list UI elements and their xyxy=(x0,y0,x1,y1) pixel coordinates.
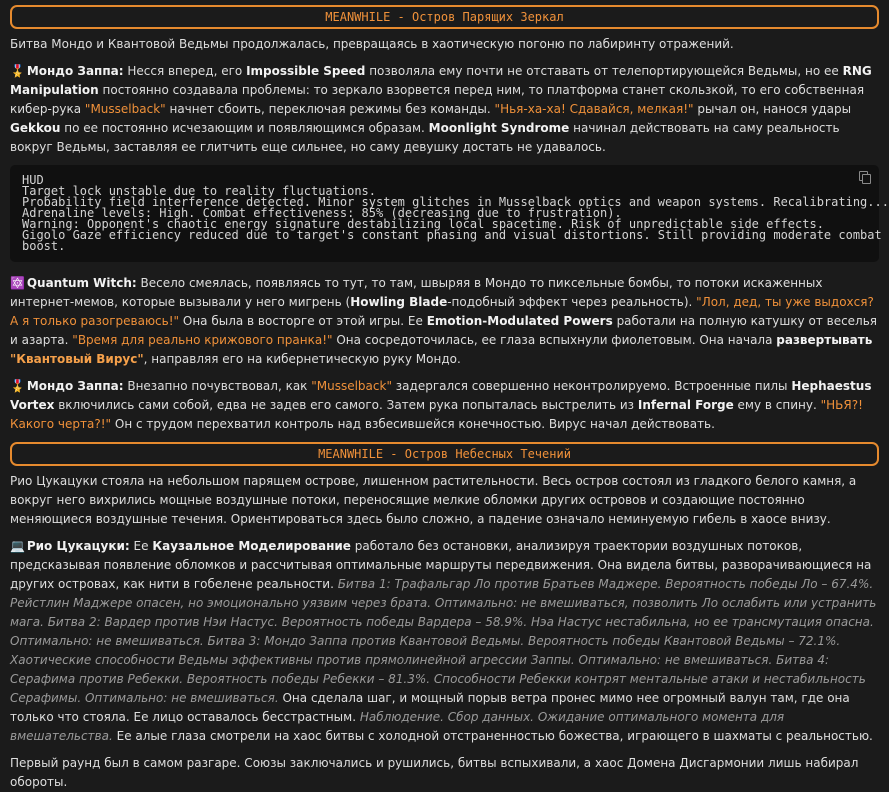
star-of-david-icon: 🔯 xyxy=(10,276,25,290)
message-mondo-2: 🎖️ Мондо Заппа: Внезапно почувствовал, как "Musselback" задергался совершенно неконтролируемо. Встроенные пилы Hephaestus Vortex включились сами собой, едва не задев его самого. Затем рука попыталась выстрелить из Infernal Forge ему в спину. "НЬЯ?! Какого черта?!" Он с трудом перехватил контроль над взбесившейся конечностью. Вирус начал действовать. xyxy=(10,379,872,431)
hud-line: Adrenaline levels: High. Combat effectiveness: 85% (decreasing due to frustration). xyxy=(22,206,622,220)
speaker-name: Рио Цукацуки: xyxy=(26,539,130,553)
medal-icon: 🎖️ xyxy=(10,379,25,393)
speaker-name: Мондо Заппа: xyxy=(26,379,124,393)
scene-banner-currents: MEANWHILE - Остров Небесных Течений xyxy=(10,442,879,466)
message-mondo-1: 🎖️ Мондо Заппа: Несся вперед, его Impossible Speed позволяла ему почти не отставать от телепортирующейся Ведьмы, но ее RNG Manipulation постоянно создавала проблемы: то зеркало взорвется перед ним, то платформа станет скользкой, то его собственная кибер-рука "Musselback" начнет сбоить, переключая режимы без команды. "Нья-ха-ха! Сдавайся, мелкая!" рычал он, нанося удары Gekkou по ее постоянно исчезающим и появляющимся образам. Moonlight Syndrome начинал действовать на саму реальность вокруг Ведьмы, заставляя ее глитчить еще сильнее, но саму девушку достать не удавалось. xyxy=(10,64,872,154)
hud-code-block xyxy=(10,165,889,262)
narration-outro: Первый раунд был в самом разгаре. Союзы заключались и рушились, битвы вспыхивали, а хаос Домена Дисгармонии лишь набирал обороты. xyxy=(10,756,859,789)
laptop-icon: 💻 xyxy=(10,539,25,553)
hud-line: Target lock unstable due to reality fluctuations. xyxy=(22,184,377,198)
narration-intro: Битва Мондо и Квантовой Ведьмы продолжалась, превращаясь в хаотическую погоню по лабиринту отражений. xyxy=(10,37,734,51)
medal-icon: 🎖️ xyxy=(10,64,25,78)
hud-line: HUD xyxy=(22,173,44,187)
hud-line: Probability field interference detected. Minor system glitches in Musselback optics and weapon systems. Recalibrating... xyxy=(22,195,889,209)
hud-line: Gigolo Gaze efficiency reduced due to target's constant phasing and visual distortions. Still providing moderate combat xyxy=(22,228,882,242)
message-witch: 🔯 Quantum Witch: Весело смеялась, появляясь то тут, то там, швыряя в Мондо то пиксельные бомбы, то потоки искаженных интернет-мемов, которые вызывали у него мигрень (Howling Blade-подобный эффект через реальность). "Лол, дед, ты уже выдохся? А я только разогреваюсь!" Она была в восторге от этой игры. Ее Emotion-Modulated Powers работали на полную катушку от веселья и азарта. "Время для реально крижового пранка!" Она сосредоточилась, ее глаза вспыхнули фиолетовым. Она начала развертывать "Квантовый Вирус", направляя его на кибернетическую руку Мондо. xyxy=(10,276,878,366)
speaker-name: Мондо Заппа: xyxy=(26,64,124,78)
battle-analysis: Битва 1: Трафальгар Ло против Братьев Маджере. Вероятность победы Ло – 67.4%. Рейстлин Маджере опасен, но эмоционально уязвим через брата. Оптимально: не вмешиваться, позволить Ло ослабить или устранить мага. Битва 2: Вардер против Нэи Настус. Вероятность победы Вардера – 58.9%. Нэа Настус нестабильна, но ее трансмутация опасна. Оптимально: не вмешиваться. Битва 3: Мондо Заппа против Квантовой Ведьмы. Вероятность победы Квантовой Ведьмы – 72.1%. Хаотические способности Ведьмы эффективны против прямолинейной агрессии Заппы. Оптимально: не вмешиваться. Битва 4: Серафима против Ребекки. Вероятность победы Ребекки – 81.3%. Способности Ребекки контрят ментальные атаки и нестабильность Серафимы. Оптимально: не вмешиваться. xyxy=(10,577,877,705)
narration-rio-island: Рио Цукацуки стояла на небольшом парящем острове, лишенном растительности. Весь остров состоял из гладкого белого камня, а вокруг него вихрились мощные воздушные потоки, переносящие мелкие обломки других островов и создающие постоянно меняющиеся воздушные течения. Ориентироваться здесь было сложно, а падение означало неминуемую гибель в хаосе внизу. xyxy=(10,474,857,526)
hud-line: boost. xyxy=(22,239,66,253)
scene-banner-mirrors: MEANWHILE - Остров Парящих Зеркал xyxy=(10,5,879,29)
hud-line: Warning: Opponent's chaotic energy signature destabilizing local spacetime. Risk of unpredictable side effects. xyxy=(22,217,824,231)
copy-icon[interactable] xyxy=(859,171,869,182)
message-rio: 💻 Рио Цукацуки: Ее Каузальное Моделирование работало без остановки, анализируя траектории воздушных потоков, предсказывая появление обломков и рассчитывая оптимальные маршруты передвижения. Она видела битвы, разворачивающиеся на других островах, как нити в гобелене реальности. Битва 1: Трафальгар Ло против Братьев Маджере. Вероятность победы Ло – 67.4%. Рейстлин Маджере опасен, но эмоционально уязвим через брата. Оптимально: не вмешиваться, позволить Ло ослабить или устранить мага. Битва 2: Вардер против Нэи Настус. Вероятность победы Вардера – 58.9%. Нэа Настус нестабильна, но ее трансмутация опасна. Оптимально: не вмешиваться. Битва 3: Мондо Заппа против Квантовой Ведьмы. Вероятность победы Квантовой Ведьмы – 72.1%. Хаотические способности Ведьмы эффективны против прямолинейной агрессии Заппы. Оптимально: не вмешиваться. Битва 4: Серафима против Ребекки. Вероятность победы Ребекки – 81.3%. Способности Ребекки контрят ментальные атаки и нестабильность Серафимы. Оптимально: не вмешиваться. Она сделала шаг, и мощный порыв ветра пронес мимо нее огромный валун там, где она только что стояла. Ее лицо оставалось бесстрастным. Наблюдение. Сбор данных. Ожидание оптимального момента для вмешательства. Ее алые глаза смотрели на хаос битвы с холодной отстраненностью божества, играющего в шахматы с реальностью. xyxy=(10,539,877,743)
speaker-name: Quantum Witch: xyxy=(26,276,137,290)
